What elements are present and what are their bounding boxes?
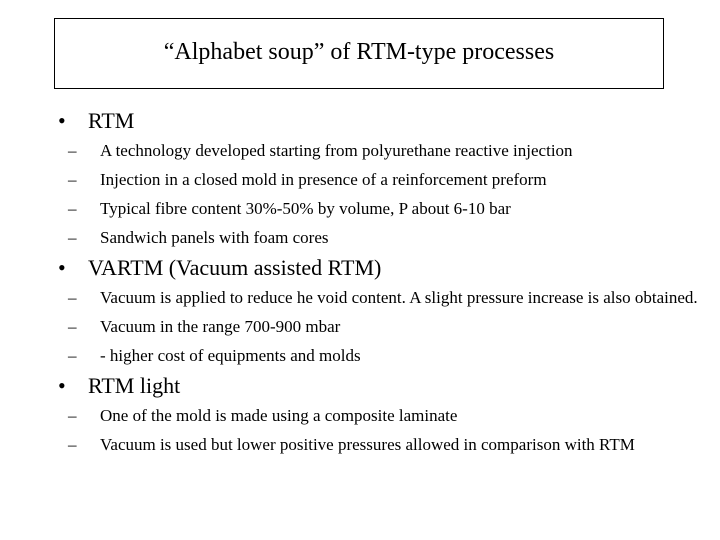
title-box — [54, 18, 664, 89]
sub-item — [58, 315, 708, 338]
sub-item — [58, 168, 708, 191]
sub-item-text: - higher cost of equipments and molds — [100, 346, 361, 365]
sub-item — [58, 344, 708, 367]
dash-glyph: – — [68, 346, 77, 365]
sub-item — [58, 433, 708, 456]
sub-item-text: Vacuum is used but lower positive pressures allowed in comparison with RTM — [100, 435, 635, 454]
section-rtm — [58, 108, 708, 249]
bullet-heading: VARTM (Vacuum assisted RTM) — [88, 255, 382, 280]
bullet-item — [58, 108, 708, 134]
sub-item-text: Injection in a closed mold in presence of a reinforcement preform — [100, 170, 547, 189]
bullet-glyph: • — [58, 373, 66, 398]
sub-item — [58, 286, 708, 309]
bullet-item — [58, 255, 708, 281]
dash-glyph: – — [68, 228, 77, 247]
bullet-heading: RTM — [88, 108, 135, 133]
bullet-heading: RTM light — [88, 373, 181, 398]
bullet-glyph: • — [58, 255, 66, 280]
bullet-item — [58, 373, 708, 399]
bullet-glyph: • — [58, 108, 66, 133]
sub-item-text: Vacuum is applied to reduce he void content. A slight pressure increase is also obtained. — [100, 288, 698, 307]
dash-glyph: – — [68, 288, 77, 307]
dash-glyph: – — [68, 170, 77, 189]
slide-body — [58, 108, 708, 462]
sub-list — [58, 139, 708, 249]
sub-item-text: Sandwich panels with foam cores — [100, 228, 329, 247]
section-rtm-light — [58, 373, 708, 456]
sub-item — [58, 404, 708, 427]
sub-item-text: One of the mold is made using a composite laminate — [100, 406, 458, 425]
dash-glyph: – — [68, 317, 77, 336]
sub-item-text: Vacuum in the range 700-900 mbar — [100, 317, 341, 336]
dash-glyph: – — [68, 199, 77, 218]
sub-item — [58, 197, 708, 220]
dash-glyph: – — [68, 406, 77, 425]
dash-glyph: – — [68, 141, 77, 160]
sub-item-text: A technology developed starting from polyurethane reactive injection — [100, 141, 573, 160]
sub-item-text: Typical fibre content 30%-50% by volume, P about 6-10 bar — [100, 199, 511, 218]
dash-glyph: – — [68, 435, 77, 454]
section-vartm — [58, 255, 708, 367]
slide-title: “Alphabet soup” of RTM-type processes — [163, 38, 555, 65]
sub-item — [58, 226, 708, 249]
sub-list — [58, 286, 708, 367]
sub-item — [58, 139, 708, 162]
sub-list — [58, 404, 708, 456]
